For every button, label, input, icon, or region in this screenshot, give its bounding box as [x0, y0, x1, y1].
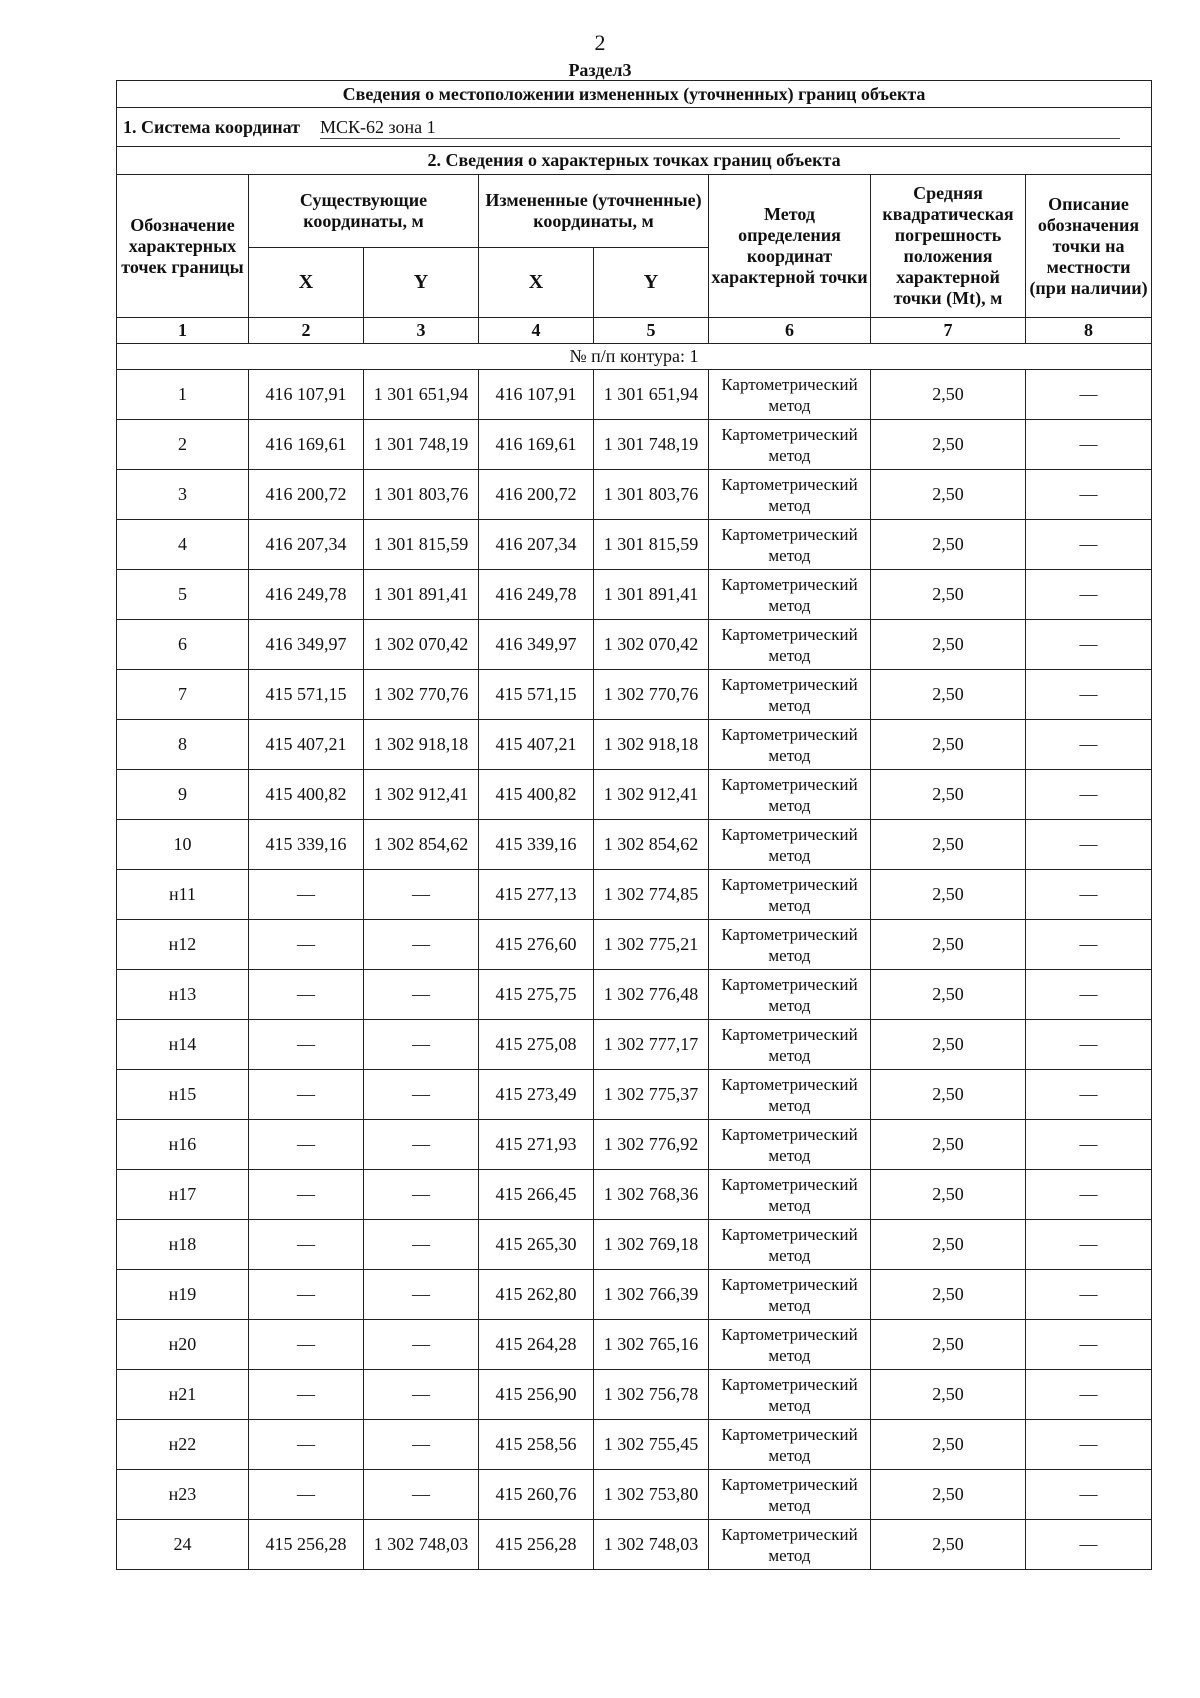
- table-row: [117, 670, 1152, 720]
- cell-description: —: [1026, 820, 1152, 870]
- cell-existing-y: 1 302 070,42: [364, 620, 479, 670]
- table-row: [117, 1470, 1152, 1520]
- header-method: Метод определения координат характерной точки: [709, 175, 871, 318]
- table-row: [117, 820, 1152, 870]
- cell-existing-x: —: [249, 870, 364, 920]
- table-row: [117, 770, 1152, 820]
- cell-changed-x: 415 264,28: [479, 1320, 594, 1370]
- cell-mean-error: 2,50: [871, 1320, 1026, 1370]
- cell-changed-y: 1 302 768,36: [594, 1170, 709, 1220]
- cell-mean-error: 2,50: [871, 920, 1026, 970]
- cell-method: Картометрический метод: [709, 1220, 871, 1270]
- cell-changed-x: 416 249,78: [479, 570, 594, 620]
- table-row: [117, 370, 1152, 420]
- cell-changed-x: 416 169,61: [479, 420, 594, 470]
- cell-mean-error: 2,50: [871, 670, 1026, 720]
- cell-changed-x: 415 262,80: [479, 1270, 594, 1320]
- cell-changed-x: 415 407,21: [479, 720, 594, 770]
- cell-changed-y: 1 302 755,45: [594, 1420, 709, 1470]
- cell-existing-x: —: [249, 1370, 364, 1420]
- cell-point: н15: [117, 1070, 249, 1120]
- column-number: 1: [117, 318, 249, 344]
- cell-existing-x: 415 339,16: [249, 820, 364, 870]
- cell-point: 8: [117, 720, 249, 770]
- cell-point: 5: [117, 570, 249, 620]
- boundary-points-table: [116, 80, 1152, 1570]
- cell-description: —: [1026, 1320, 1152, 1370]
- cell-mean-error: 2,50: [871, 1520, 1026, 1570]
- cell-description: —: [1026, 1020, 1152, 1070]
- cell-point: н12: [117, 920, 249, 970]
- cell-description: —: [1026, 570, 1152, 620]
- table-row: [117, 570, 1152, 620]
- cell-changed-y: 1 302 776,48: [594, 970, 709, 1020]
- cell-changed-y: 1 302 766,39: [594, 1270, 709, 1320]
- column-number: 5: [594, 318, 709, 344]
- cell-method: Картометрический метод: [709, 920, 871, 970]
- cell-point: 7: [117, 670, 249, 720]
- cell-method: Картометрический метод: [709, 1270, 871, 1320]
- cell-changed-x: 416 207,34: [479, 520, 594, 570]
- cell-changed-x: 415 339,16: [479, 820, 594, 870]
- cell-existing-x: —: [249, 1070, 364, 1120]
- cell-description: —: [1026, 420, 1152, 470]
- cell-description: —: [1026, 370, 1152, 420]
- cell-method: Картометрический метод: [709, 470, 871, 520]
- cell-changed-y: 1 302 912,41: [594, 770, 709, 820]
- cell-changed-y: 1 302 753,80: [594, 1470, 709, 1520]
- cell-changed-y: 1 302 854,62: [594, 820, 709, 870]
- cell-point: н21: [117, 1370, 249, 1420]
- cell-method: Картометрический метод: [709, 820, 871, 870]
- cell-changed-y: 1 302 774,85: [594, 870, 709, 920]
- cell-description: —: [1026, 970, 1152, 1020]
- cell-changed-x: 416 200,72: [479, 470, 594, 520]
- cell-point: н22: [117, 1420, 249, 1470]
- cell-existing-x: —: [249, 1270, 364, 1320]
- cell-point: 24: [117, 1520, 249, 1570]
- cell-method: Картометрический метод: [709, 1020, 871, 1070]
- header-point-designation: Обозначение характерных точек границы: [117, 175, 249, 318]
- cell-existing-y: —: [364, 1220, 479, 1270]
- contour-label: № п/п контура: 1: [117, 344, 1152, 370]
- cell-changed-y: 1 302 770,76: [594, 670, 709, 720]
- cell-changed-x: 415 276,60: [479, 920, 594, 970]
- cell-existing-y: —: [364, 1120, 479, 1170]
- cell-mean-error: 2,50: [871, 570, 1026, 620]
- cell-mean-error: 2,50: [871, 770, 1026, 820]
- cell-changed-y: 1 301 651,94: [594, 370, 709, 420]
- header-changed-x: X: [479, 248, 594, 318]
- cell-mean-error: 2,50: [871, 1070, 1026, 1120]
- table-row: [117, 920, 1152, 970]
- cell-existing-y: 1 302 748,03: [364, 1520, 479, 1570]
- coordinate-system-label: 1. Система координат: [123, 116, 300, 137]
- cell-changed-x: 415 266,45: [479, 1170, 594, 1220]
- cell-existing-y: 1 301 803,76: [364, 470, 479, 520]
- cell-method: Картометрический метод: [709, 370, 871, 420]
- cell-existing-y: 1 301 748,19: [364, 420, 479, 470]
- cell-description: —: [1026, 620, 1152, 670]
- cell-mean-error: 2,50: [871, 620, 1026, 670]
- cell-description: —: [1026, 1520, 1152, 1570]
- cell-method: Картометрический метод: [709, 1170, 871, 1220]
- coordinate-system-value: МСК-62 зона 1: [320, 116, 1120, 139]
- cell-mean-error: 2,50: [871, 720, 1026, 770]
- cell-changed-x: 415 256,90: [479, 1370, 594, 1420]
- cell-existing-y: —: [364, 1320, 479, 1370]
- cell-existing-y: —: [364, 1070, 479, 1120]
- cell-changed-x: 415 271,93: [479, 1120, 594, 1170]
- cell-existing-y: 1 301 651,94: [364, 370, 479, 420]
- cell-point: н23: [117, 1470, 249, 1520]
- cell-description: —: [1026, 1270, 1152, 1320]
- cell-method: Картометрический метод: [709, 1520, 871, 1570]
- cell-description: —: [1026, 1420, 1152, 1470]
- cell-mean-error: 2,50: [871, 1470, 1026, 1520]
- cell-existing-x: 416 349,97: [249, 620, 364, 670]
- table-row: [117, 1070, 1152, 1120]
- cell-method: Картометрический метод: [709, 420, 871, 470]
- cell-mean-error: 2,50: [871, 1220, 1026, 1270]
- cell-mean-error: 2,50: [871, 1170, 1026, 1220]
- column-number: 7: [871, 318, 1026, 344]
- cell-point: 2: [117, 420, 249, 470]
- cell-mean-error: 2,50: [871, 1420, 1026, 1470]
- cell-existing-x: 415 400,82: [249, 770, 364, 820]
- cell-existing-x: —: [249, 1220, 364, 1270]
- cell-method: Картометрический метод: [709, 970, 871, 1020]
- table-row: [117, 620, 1152, 670]
- cell-description: —: [1026, 1370, 1152, 1420]
- cell-point: 10: [117, 820, 249, 870]
- cell-existing-y: 1 301 815,59: [364, 520, 479, 570]
- cell-changed-y: 1 302 775,37: [594, 1070, 709, 1120]
- cell-existing-x: 416 249,78: [249, 570, 364, 620]
- table-row: [117, 870, 1152, 920]
- table-row: [117, 520, 1152, 570]
- table-row: [117, 1320, 1152, 1370]
- cell-point: н16: [117, 1120, 249, 1170]
- cell-changed-y: 1 302 777,17: [594, 1020, 709, 1070]
- cell-existing-x: —: [249, 1420, 364, 1470]
- cell-method: Картометрический метод: [709, 770, 871, 820]
- cell-changed-x: 415 260,76: [479, 1470, 594, 1520]
- cell-changed-y: 1 302 775,21: [594, 920, 709, 970]
- table-row: [117, 1120, 1152, 1170]
- cell-changed-x: 415 400,82: [479, 770, 594, 820]
- column-number: 8: [1026, 318, 1152, 344]
- table-row: [117, 1520, 1152, 1570]
- header-existing-coordinates: Существующие координаты, м: [249, 175, 479, 248]
- cell-description: —: [1026, 920, 1152, 970]
- column-number: 2: [249, 318, 364, 344]
- cell-point: н17: [117, 1170, 249, 1220]
- cell-point: н13: [117, 970, 249, 1020]
- cell-method: Картометрический метод: [709, 1070, 871, 1120]
- cell-point: 9: [117, 770, 249, 820]
- cell-changed-x: 415 273,49: [479, 1070, 594, 1120]
- cell-mean-error: 2,50: [871, 1020, 1026, 1070]
- cell-description: —: [1026, 1220, 1152, 1270]
- cell-description: —: [1026, 870, 1152, 920]
- cell-point: н19: [117, 1270, 249, 1320]
- cell-existing-y: 1 302 854,62: [364, 820, 479, 870]
- cell-existing-y: —: [364, 1170, 479, 1220]
- cell-existing-x: 415 256,28: [249, 1520, 364, 1570]
- cell-existing-x: 416 207,34: [249, 520, 364, 570]
- cell-mean-error: 2,50: [871, 370, 1026, 420]
- cell-method: Картометрический метод: [709, 570, 871, 620]
- cell-existing-y: 1 302 918,18: [364, 720, 479, 770]
- cell-mean-error: 2,50: [871, 870, 1026, 920]
- header-existing-x: X: [249, 248, 364, 318]
- table-row: [117, 470, 1152, 520]
- cell-point: н11: [117, 870, 249, 920]
- table-row: [117, 1270, 1152, 1320]
- cell-existing-x: —: [249, 970, 364, 1020]
- section-title: Раздел3: [568, 60, 632, 80]
- cell-description: —: [1026, 720, 1152, 770]
- cell-point: 4: [117, 520, 249, 570]
- cell-mean-error: 2,50: [871, 1270, 1026, 1320]
- cell-existing-y: —: [364, 920, 479, 970]
- cell-description: —: [1026, 1120, 1152, 1170]
- cell-method: Картометрический метод: [709, 1420, 871, 1470]
- cell-existing-x: —: [249, 1020, 364, 1070]
- cell-existing-y: 1 302 770,76: [364, 670, 479, 720]
- cell-mean-error: 2,50: [871, 970, 1026, 1020]
- cell-point: 3: [117, 470, 249, 520]
- table-row: [117, 1020, 1152, 1070]
- cell-existing-x: 415 571,15: [249, 670, 364, 720]
- cell-changed-x: 415 275,75: [479, 970, 594, 1020]
- table-title: Сведения о местоположении измененных (уточненных) границ объекта: [117, 81, 1152, 108]
- cell-existing-x: 416 107,91: [249, 370, 364, 420]
- header-description: Описание обозначения точки на местности (при наличии): [1026, 175, 1152, 318]
- cell-description: —: [1026, 470, 1152, 520]
- cell-existing-x: —: [249, 1120, 364, 1170]
- cell-changed-y: 1 301 891,41: [594, 570, 709, 620]
- cell-existing-x: —: [249, 920, 364, 970]
- table-row: [117, 420, 1152, 470]
- cell-changed-x: 415 275,08: [479, 1020, 594, 1070]
- points-title: 2. Сведения о характерных точках границ объекта: [117, 147, 1152, 175]
- cell-existing-y: —: [364, 1270, 479, 1320]
- cell-changed-y: 1 302 748,03: [594, 1520, 709, 1570]
- table-row: [117, 1170, 1152, 1220]
- cell-changed-x: 416 349,97: [479, 620, 594, 670]
- cell-changed-y: 1 302 918,18: [594, 720, 709, 770]
- cell-existing-y: 1 301 891,41: [364, 570, 479, 620]
- cell-description: —: [1026, 670, 1152, 720]
- cell-existing-x: 416 200,72: [249, 470, 364, 520]
- cell-method: Картометрический метод: [709, 670, 871, 720]
- cell-description: —: [1026, 770, 1152, 820]
- cell-method: Картометрический метод: [709, 1370, 871, 1420]
- page-number: 2: [594, 30, 606, 55]
- cell-mean-error: 2,50: [871, 1370, 1026, 1420]
- cell-changed-x: 415 277,13: [479, 870, 594, 920]
- cell-changed-y: 1 301 803,76: [594, 470, 709, 520]
- cell-description: —: [1026, 520, 1152, 570]
- cell-existing-x: 415 407,21: [249, 720, 364, 770]
- cell-description: —: [1026, 1070, 1152, 1120]
- cell-mean-error: 2,50: [871, 1120, 1026, 1170]
- cell-existing-x: —: [249, 1170, 364, 1220]
- table-row: [117, 1370, 1152, 1420]
- header-changed-y: Y: [594, 248, 709, 318]
- cell-method: Картометрический метод: [709, 1470, 871, 1520]
- cell-mean-error: 2,50: [871, 420, 1026, 470]
- cell-method: Картометрический метод: [709, 1320, 871, 1370]
- cell-existing-y: —: [364, 1020, 479, 1070]
- cell-mean-error: 2,50: [871, 820, 1026, 870]
- cell-changed-y: 1 301 815,59: [594, 520, 709, 570]
- table-row: [117, 970, 1152, 1020]
- column-number: 4: [479, 318, 594, 344]
- table-row: [117, 1420, 1152, 1470]
- cell-changed-x: 416 107,91: [479, 370, 594, 420]
- cell-description: —: [1026, 1170, 1152, 1220]
- cell-existing-x: —: [249, 1320, 364, 1370]
- column-number: 6: [709, 318, 871, 344]
- cell-method: Картометрический метод: [709, 1120, 871, 1170]
- cell-changed-x: 415 258,56: [479, 1420, 594, 1470]
- cell-existing-y: —: [364, 1420, 479, 1470]
- cell-point: 6: [117, 620, 249, 670]
- cell-method: Картометрический метод: [709, 870, 871, 920]
- cell-point: н14: [117, 1020, 249, 1070]
- column-number: 3: [364, 318, 479, 344]
- cell-changed-x: 415 571,15: [479, 670, 594, 720]
- cell-method: Картометрический метод: [709, 620, 871, 670]
- cell-existing-y: —: [364, 1470, 479, 1520]
- cell-mean-error: 2,50: [871, 520, 1026, 570]
- cell-changed-y: 1 302 070,42: [594, 620, 709, 670]
- cell-mean-error: 2,50: [871, 470, 1026, 520]
- cell-changed-y: 1 302 765,16: [594, 1320, 709, 1370]
- cell-changed-x: 415 265,30: [479, 1220, 594, 1270]
- cell-existing-y: —: [364, 1370, 479, 1420]
- cell-changed-y: 1 301 748,19: [594, 420, 709, 470]
- table-row: [117, 1220, 1152, 1270]
- cell-existing-x: —: [249, 1470, 364, 1520]
- cell-existing-y: —: [364, 870, 479, 920]
- cell-method: Картометрический метод: [709, 520, 871, 570]
- header-existing-y: Y: [364, 248, 479, 318]
- cell-existing-y: —: [364, 970, 479, 1020]
- coordinate-system-row: [117, 108, 1152, 147]
- header-changed-coordinates: Измененные (уточненные) координаты, м: [479, 175, 709, 248]
- cell-existing-x: 416 169,61: [249, 420, 364, 470]
- cell-changed-x: 415 256,28: [479, 1520, 594, 1570]
- table-row: [117, 720, 1152, 770]
- cell-changed-y: 1 302 769,18: [594, 1220, 709, 1270]
- header-mean-error: Средняя квадратическая погрешность положения характерной точки (Mt), м: [871, 175, 1026, 318]
- cell-changed-y: 1 302 776,92: [594, 1120, 709, 1170]
- cell-point: н20: [117, 1320, 249, 1370]
- cell-description: —: [1026, 1470, 1152, 1520]
- cell-point: н18: [117, 1220, 249, 1270]
- cell-existing-y: 1 302 912,41: [364, 770, 479, 820]
- cell-point: 1: [117, 370, 249, 420]
- cell-method: Картометрический метод: [709, 720, 871, 770]
- cell-changed-y: 1 302 756,78: [594, 1370, 709, 1420]
